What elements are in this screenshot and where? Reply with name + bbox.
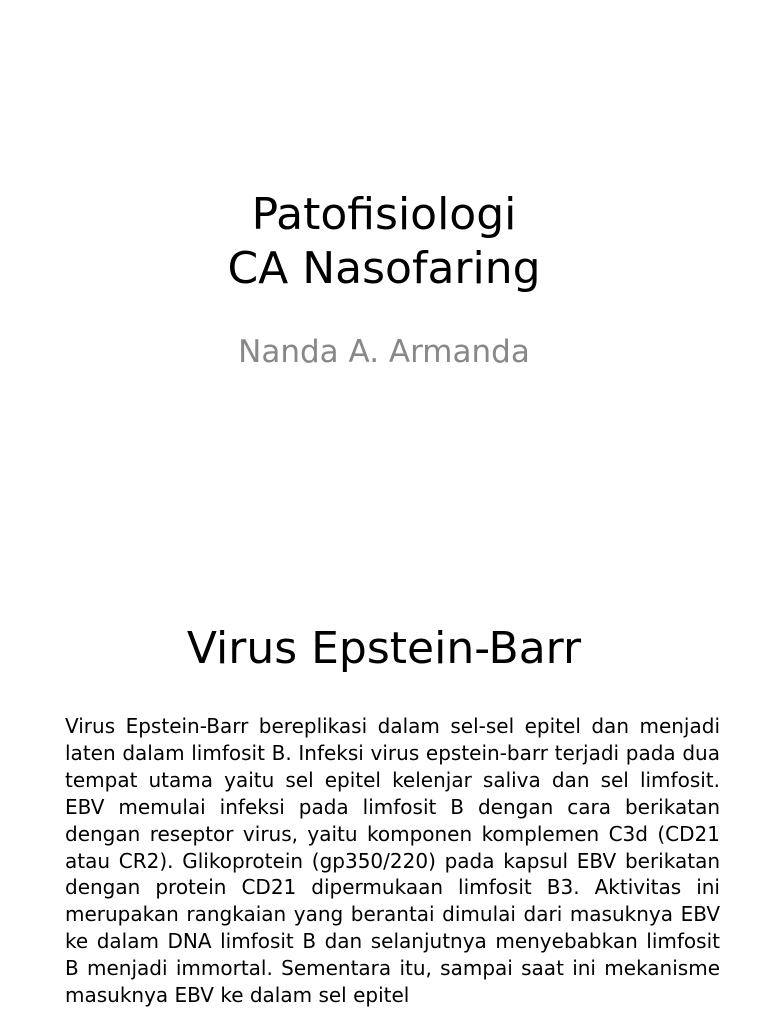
author-subtitle: Nanda A. Armanda	[238, 334, 530, 370]
content-slide	[0, 560, 768, 1024]
title-line-2: CA Nasofaring	[227, 243, 541, 294]
section-heading: Virus Epstein-Barr	[186, 623, 582, 674]
body-paragraph: Virus Epstein-Barr bereplikasi dalam sel-sel epitel dan menjadi laten dalam limfosit B. Infeksi virus epstein-barr terjadi pada dua tempat utama yaitu sel epitel kelenjar saliva dan sel limfosit. EBV memulai infeksi pada limfosit B dengan cara berikatan dengan reseptor virus, yaitu komponen komplemen C3d (CD21 atau CR2). Glikoprotein (gp350/220) pada kapsul EBV berikatan dengan protein CD21 dipermukaan limfosit B3. Aktivitas ini merupakan rangkaian yang berantai dimulai dari masuknya EBV ke dalam DNA limfosit B dan selanjutnya menyebabkan limfosit B menjadi immortal. Sementara itu, sampai saat ini mekanisme masuknya EBV ke dalam sel epitel	[65, 714, 720, 1008]
title-line-1: Patofisiologi	[251, 189, 517, 240]
slide-title	[0, 188, 768, 296]
